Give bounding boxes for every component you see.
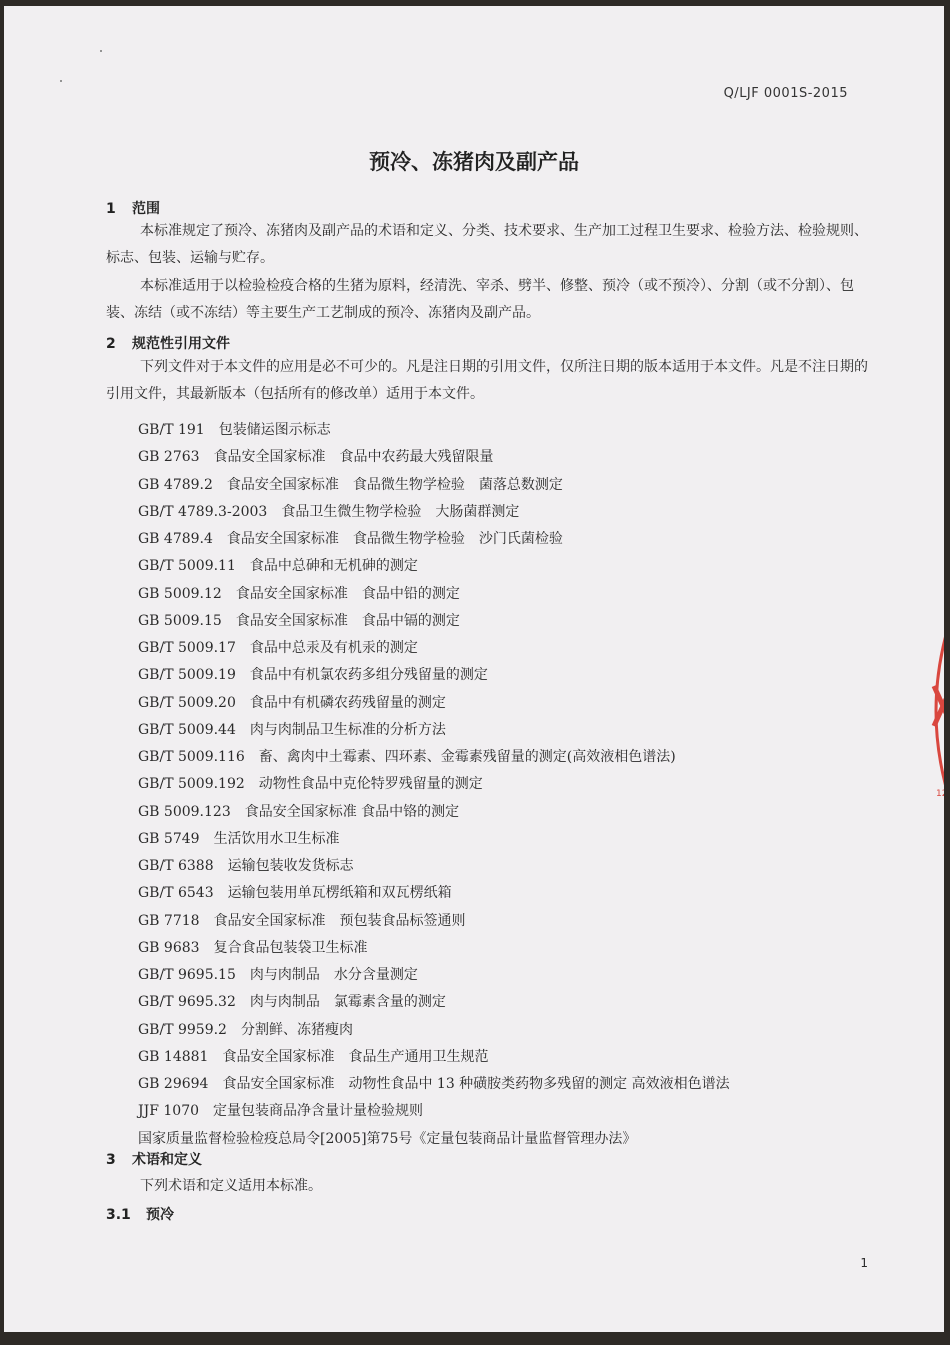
reference-item <box>138 962 730 989</box>
reference-code: GB/T 6388 <box>138 858 214 874</box>
reference-code: GB/T 5009.17 <box>138 640 236 656</box>
reference-title: 食品安全国家标准 食品中农药最大残留限量 <box>213 449 494 466</box>
reference-item <box>138 444 730 471</box>
reference-title: 运输包装收发货标志 <box>227 858 354 874</box>
reference-code: GB/T 9959.2 <box>138 1021 227 1038</box>
reference-title: 肉与肉制品卫生标准的分析方法 <box>249 721 446 738</box>
reference-code: JJF 1070 <box>138 1103 200 1120</box>
reference-item <box>138 417 730 444</box>
reference-code: GB 5749 <box>138 830 200 847</box>
reference-code: GB 7718 <box>138 912 200 929</box>
section-title: 规范性引用文件 <box>132 336 230 352</box>
reference-code: GB 4789.2 <box>138 476 213 493</box>
reference-code: GB/T 5009.44 <box>138 721 236 738</box>
scope-paragraph-1: 本标准规定了预冷、冻猪肉及副产品的术语和定义、分类、技术要求、生产加工过程卫生要求、检验方法、检验规则、标志、包装、运输与贮存。 <box>106 223 868 266</box>
reference-code: GB 5009.12 <box>138 585 222 602</box>
reference-title: 食品安全国家标准 食品生产通用卫生规范 <box>222 1048 489 1065</box>
reference-item <box>138 771 730 798</box>
reference-item <box>138 526 730 553</box>
reference-title: 食品中有机氯农药多组分残留量的测定 <box>249 667 488 684</box>
reference-item <box>138 472 730 499</box>
terms-intro-paragraph: 下列术语和定义适用本标准。 <box>140 1178 322 1194</box>
reference-item <box>138 608 730 635</box>
section-number: 3 <box>106 1152 116 1168</box>
reference-title: 食品安全国家标准 食品中铅的测定 <box>235 585 460 602</box>
reference-title: 食品安全国家标准 食品中铬的测定 <box>244 803 460 820</box>
reference-title: 食品中总汞及有机汞的测定 <box>249 640 418 656</box>
section-heading-3 <box>106 1149 202 1169</box>
reference-item <box>138 690 730 717</box>
document-title: 预冷、冻猪肉及副产品 <box>369 150 579 174</box>
reference-item <box>138 1098 730 1125</box>
section-heading-1 <box>106 198 160 218</box>
document-page <box>4 6 948 1332</box>
reference-item <box>138 499 730 526</box>
reference-code: GB 29694 <box>138 1076 209 1092</box>
reference-item <box>138 553 730 580</box>
reference-list <box>138 417 730 1153</box>
scope-paragraph-2: 本标准适用于以检验检疫合格的生猪为原料，经清洗、宰杀、劈半、修整、预冷（或不预冷）、分割（或不分割）、包装、冻结（或不冻结）等主要生产工艺制成的预冷、冻猪肉及副产品。 <box>106 278 854 321</box>
reference-item <box>138 1071 730 1098</box>
section-number: 1 <box>106 201 116 217</box>
section-title: 术语和定义 <box>132 1152 202 1168</box>
scan-speck <box>60 80 62 82</box>
reference-item <box>138 744 730 771</box>
reference-title: 食品安全国家标准 食品微生物学检验 沙门氏菌检验 <box>226 531 563 547</box>
reference-title: 分割鲜、冻猪瘦肉 <box>240 1021 353 1038</box>
reference-item <box>138 1126 730 1153</box>
reference-title: 食品中总砷和无机砷的测定 <box>249 558 418 575</box>
reference-code: GB 4789.4 <box>138 531 213 547</box>
reference-title: 复合食品包装袋卫生标准 <box>213 939 368 956</box>
reference-item <box>138 826 730 853</box>
section-number: 3.1 <box>106 1207 131 1223</box>
reference-title: 畜、禽肉中土霉素、四环素、金霉素残留量的测定(高效液相色谱法) <box>258 749 676 765</box>
reference-item <box>138 989 730 1016</box>
reference-item <box>138 880 730 907</box>
section-title: 预冷 <box>146 1207 174 1223</box>
reference-title: 食品安全国家标准 食品微生物学检验 菌落总数测定 <box>226 476 563 493</box>
red-seal-stamp <box>920 616 948 806</box>
scan-speck <box>100 50 102 52</box>
reference-title: 食品安全国家标准 动物性食品中 13 种磺胺类药物多残留的测定 高效液相色谱法 <box>222 1076 730 1092</box>
section-heading-3-1 <box>106 1204 174 1224</box>
reference-title: 运输包装用单瓦楞纸箱和双瓦楞纸箱 <box>227 885 452 902</box>
reference-code: GB/T 9695.32 <box>138 994 236 1011</box>
reference-title: 肉与肉制品 氯霉素含量的测定 <box>249 994 446 1011</box>
reference-item <box>138 799 730 826</box>
reference-title: 定量包装商品净含量计量检验规则 <box>213 1103 424 1120</box>
reference-code: GB/T 6543 <box>138 885 214 902</box>
reference-code: GB/T 5009.19 <box>138 667 236 684</box>
normative-intro-paragraph: 下列文件对于本文件的应用是必不可少的。凡是注日期的引用文件，仅所注日期的版本适用于本文件。凡是不注日期的引用文件，其最新版本（包括所有的修改单）适用于本文件。 <box>106 359 868 402</box>
standard-code: Q/LJF 0001S-2015 <box>723 86 848 101</box>
reference-item <box>138 717 730 744</box>
reference-code: GB 5009.123 <box>138 803 231 820</box>
reference-item <box>138 662 730 689</box>
reference-title: 食品安全国家标准 预包装食品标签通则 <box>213 912 466 929</box>
reference-code: GB/T 9695.15 <box>138 967 236 983</box>
reference-title: 肉与肉制品 水分含量测定 <box>249 967 418 983</box>
reference-code: GB 9683 <box>138 939 200 956</box>
reference-item <box>138 908 730 935</box>
reference-title: 生活饮用水卫生标准 <box>213 830 340 847</box>
reference-code: GB/T 5009.192 <box>138 776 245 793</box>
reference-title: 食品卫生微生物学检验 大肠菌群测定 <box>281 503 520 520</box>
reference-code: GB/T 5009.11 <box>138 558 236 575</box>
reference-item <box>138 635 730 662</box>
stamp-text: 12 <box>936 789 948 799</box>
page-number: 1 <box>860 1256 868 1270</box>
reference-title: 国家质量监督检验检疫总局令[2005]第75号《定量包装商品计量监督管理办法》 <box>138 1130 637 1147</box>
reference-title: 包装储运图示标志 <box>218 422 331 438</box>
reference-code: GB 5009.15 <box>138 612 222 629</box>
reference-title: 动物性食品中克伦特罗残留量的测定 <box>258 776 483 793</box>
reference-item <box>138 853 730 880</box>
reference-code: GB/T 5009.116 <box>138 749 245 765</box>
reference-item <box>138 581 730 608</box>
reference-code: GB/T 191 <box>138 422 205 438</box>
reference-code: GB/T 5009.20 <box>138 694 236 711</box>
reference-title: 食品中有机磷农药残留量的测定 <box>249 694 446 711</box>
section-number: 2 <box>106 336 116 352</box>
section-title: 范围 <box>132 201 160 217</box>
reference-item <box>138 1017 730 1044</box>
reference-item <box>138 1044 730 1071</box>
reference-code: GB 2763 <box>138 449 200 466</box>
reference-title: 食品安全国家标准 食品中镉的测定 <box>235 612 460 629</box>
section-heading-2 <box>106 333 230 353</box>
reference-code: GB 14881 <box>138 1048 209 1065</box>
reference-item <box>138 935 730 962</box>
reference-code: GB/T 4789.3-2003 <box>138 503 268 520</box>
